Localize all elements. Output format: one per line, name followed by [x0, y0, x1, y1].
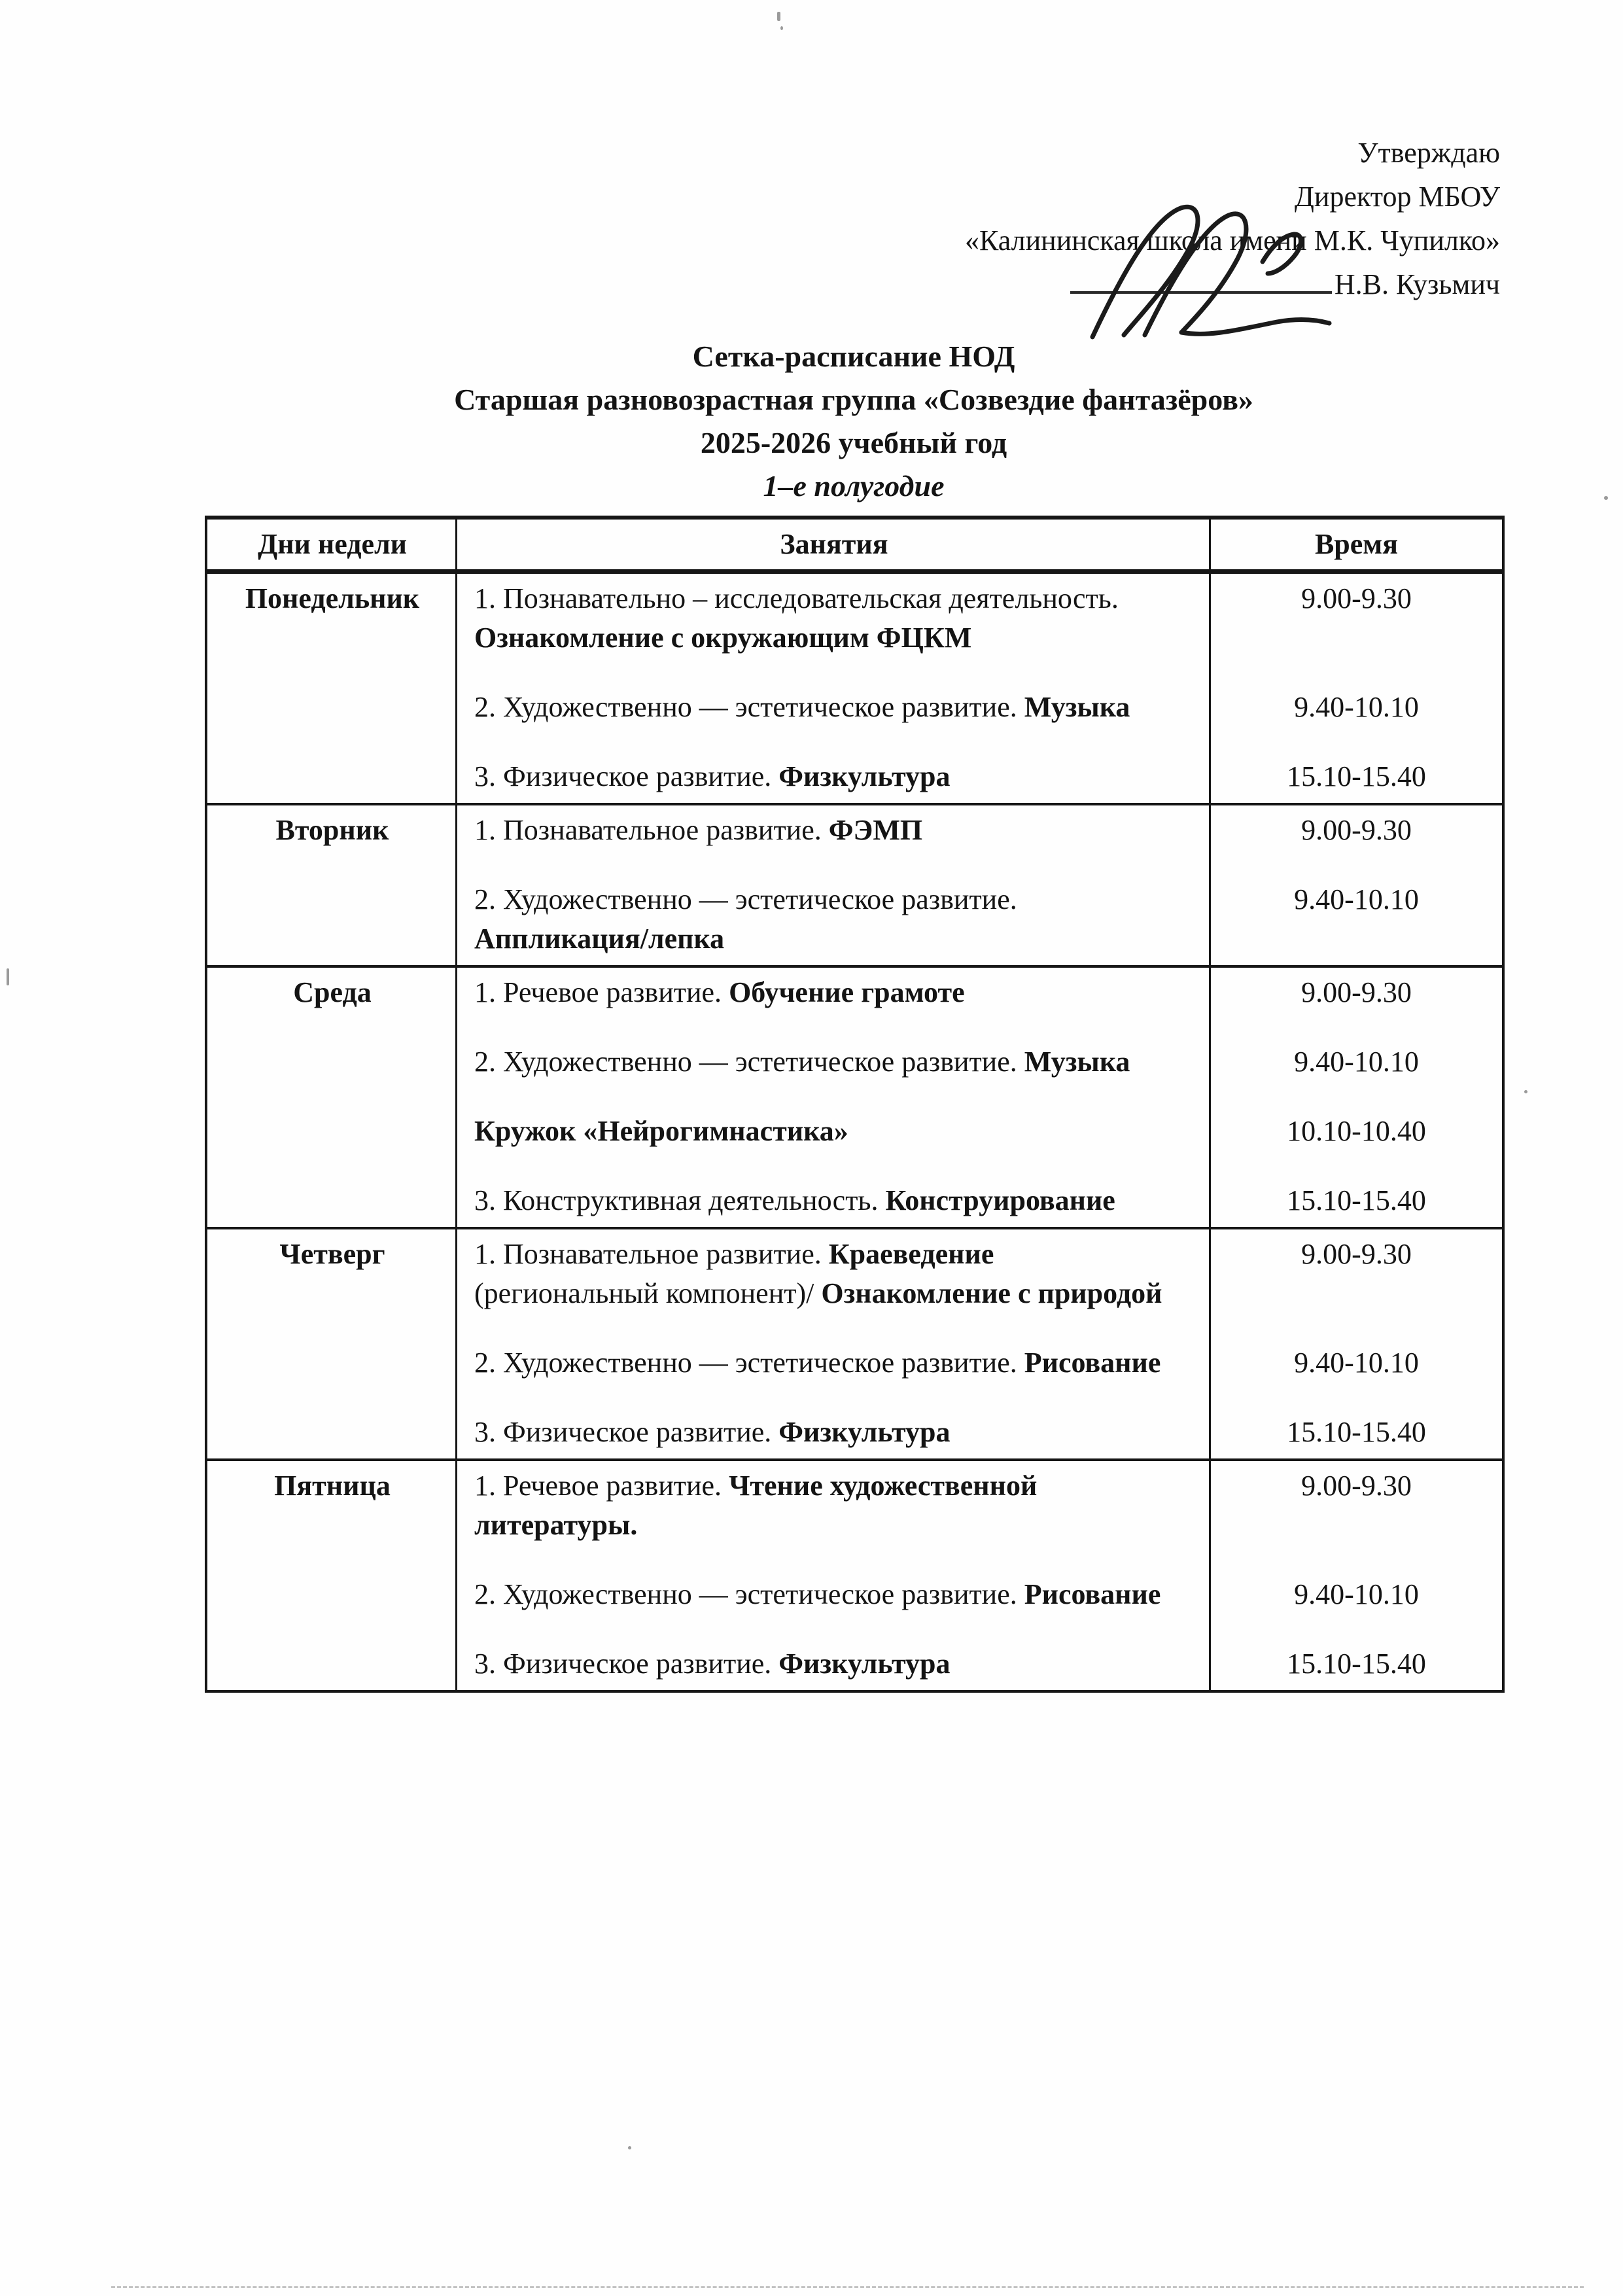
activities-cell: [457, 811, 1502, 959]
activity-time: 15.10-15.40: [1287, 1184, 1426, 1216]
doc-title: Сетка-расписание НОД: [692, 340, 1015, 373]
activity-row: [457, 973, 1502, 1012]
column-divider: [1209, 1229, 1211, 1458]
activity-row: [457, 811, 1502, 850]
activity-text: 2. Художественно — эстетическое развитие. Аппликация/лепка: [474, 883, 1017, 955]
header-activities: Занятия: [780, 528, 888, 560]
column-divider: [455, 520, 457, 569]
header-time: Время: [1314, 528, 1399, 560]
activity-time: 15.10-15.40: [1287, 1416, 1426, 1448]
column-divider: [1209, 805, 1211, 965]
activity-row: [457, 1343, 1502, 1383]
scan-speckle: [628, 2146, 631, 2149]
column-divider: [455, 968, 457, 1227]
activity-time: 9.40-10.10: [1294, 1347, 1419, 1379]
activity-text: 3. Физическое развитие. Физкультура: [474, 1416, 951, 1448]
day-label: Четверг: [279, 1238, 385, 1270]
column-divider: [1209, 574, 1211, 803]
table-header-row: [207, 520, 1502, 574]
activity-row: [457, 880, 1502, 959]
day-label: Среда: [293, 976, 372, 1008]
activity-text: 1. Речевое развитие. Обучение грамоте: [474, 976, 965, 1008]
activity-time: 9.00-9.30: [1301, 582, 1412, 614]
activity-row: [457, 757, 1502, 796]
column-divider: [1209, 968, 1211, 1227]
activity-row: [457, 688, 1502, 727]
activity-time: 10.10-10.40: [1287, 1115, 1426, 1147]
title-block: [203, 335, 1505, 508]
activity-row: [457, 1042, 1502, 1082]
table-row: [207, 1227, 1502, 1458]
activity-time: 9.40-10.10: [1294, 1046, 1419, 1078]
activity-time: 15.10-15.40: [1287, 760, 1426, 792]
activity-row: [457, 1413, 1502, 1452]
activity-row: [457, 1575, 1502, 1614]
activity-text: 2. Художественно — эстетическое развитие. Рисование: [474, 1578, 1161, 1610]
activity-text: 3. Физическое развитие. Физкультура: [474, 1648, 951, 1680]
activity-time: 15.10-15.40: [1287, 1648, 1426, 1680]
approval-line-1: Утверждаю: [1357, 137, 1500, 169]
approval-line-2: Директор МБОУ: [1294, 181, 1500, 213]
scan-speckle: [777, 12, 780, 21]
schedule-body: [207, 574, 1502, 1690]
approval-line-3: «Калининская школа имени М.К. Чупилко»: [964, 224, 1500, 256]
scan-edge-line: [111, 2286, 1584, 2288]
column-divider: [1209, 520, 1211, 569]
column-divider: [1209, 1461, 1211, 1690]
activity-time: 9.40-10.10: [1294, 883, 1419, 915]
day-label: Понедельник: [245, 582, 420, 614]
column-divider: [455, 1229, 457, 1458]
column-divider: [455, 805, 457, 965]
table-row: [207, 803, 1502, 965]
activity-row: [457, 1112, 1502, 1151]
scan-speckle: [7, 968, 9, 985]
activity-row: [457, 1181, 1502, 1220]
activity-time: 9.40-10.10: [1294, 1578, 1419, 1610]
activity-row: [457, 579, 1502, 658]
column-divider: [455, 574, 457, 803]
scan-speckle: [1524, 1090, 1527, 1093]
activities-cell: [457, 1235, 1502, 1452]
activity-text: Кружок «Нейрогимнастика»: [474, 1115, 848, 1147]
activity-text: 1. Познавательно – исследовательская деятельность. Ознакомление с окружающим ФЦКМ: [474, 582, 1119, 654]
activity-text: 2. Художественно — эстетическое развитие. Музыка: [474, 691, 1130, 723]
day-label: Вторник: [275, 814, 389, 846]
activity-text: 3. Конструктивная деятельность. Конструирование: [474, 1184, 1115, 1216]
scan-speckle: [780, 26, 783, 30]
column-divider: [455, 1461, 457, 1690]
activity-row: [457, 1644, 1502, 1684]
school-year: 2025-2026 учебный год: [700, 426, 1007, 459]
activity-time: 9.00-9.30: [1301, 814, 1412, 846]
activity-time: 9.00-9.30: [1301, 1238, 1412, 1270]
activity-text: 1. Речевое развитие. Чтение художественной литературы.: [474, 1470, 1038, 1541]
activity-time: 9.40-10.10: [1294, 691, 1419, 723]
activity-time: 9.00-9.30: [1301, 1470, 1412, 1502]
activity-time: 9.00-9.30: [1301, 976, 1412, 1008]
activities-cell: [457, 973, 1502, 1220]
table-row: [207, 965, 1502, 1227]
activity-text: 2. Художественно — эстетическое развитие. Рисование: [474, 1347, 1161, 1379]
scan-speckle: [1604, 496, 1608, 500]
activity-text: 1. Познавательное развитие. ФЭМП: [474, 814, 923, 846]
group-title: Старшая разновозрастная группа «Созвездие фантазёров»: [454, 383, 1253, 416]
table-row: [207, 574, 1502, 803]
day-label: Пятница: [274, 1470, 391, 1502]
activity-text: 2. Художественно — эстетическое развитие. Музыка: [474, 1046, 1130, 1078]
activity-row: [457, 1235, 1502, 1313]
schedule-table: [205, 516, 1505, 1693]
handwritten-signature-icon: [1047, 183, 1387, 353]
header-days: Дни недели: [257, 528, 408, 560]
signatory-name: Н.В. Кузьмич: [1334, 268, 1500, 300]
activity-row: [457, 1466, 1502, 1545]
activities-cell: [457, 579, 1502, 796]
table-row: [207, 1458, 1502, 1690]
activity-text: 1. Познавательное развитие. Краеведение (региональный компонент)/ Ознакомление с природой: [474, 1238, 1162, 1309]
activity-text: 3. Физическое развитие. Физкультура: [474, 760, 951, 792]
half-year-label: 1–е полугодие: [763, 469, 945, 503]
activities-cell: [457, 1466, 1502, 1684]
